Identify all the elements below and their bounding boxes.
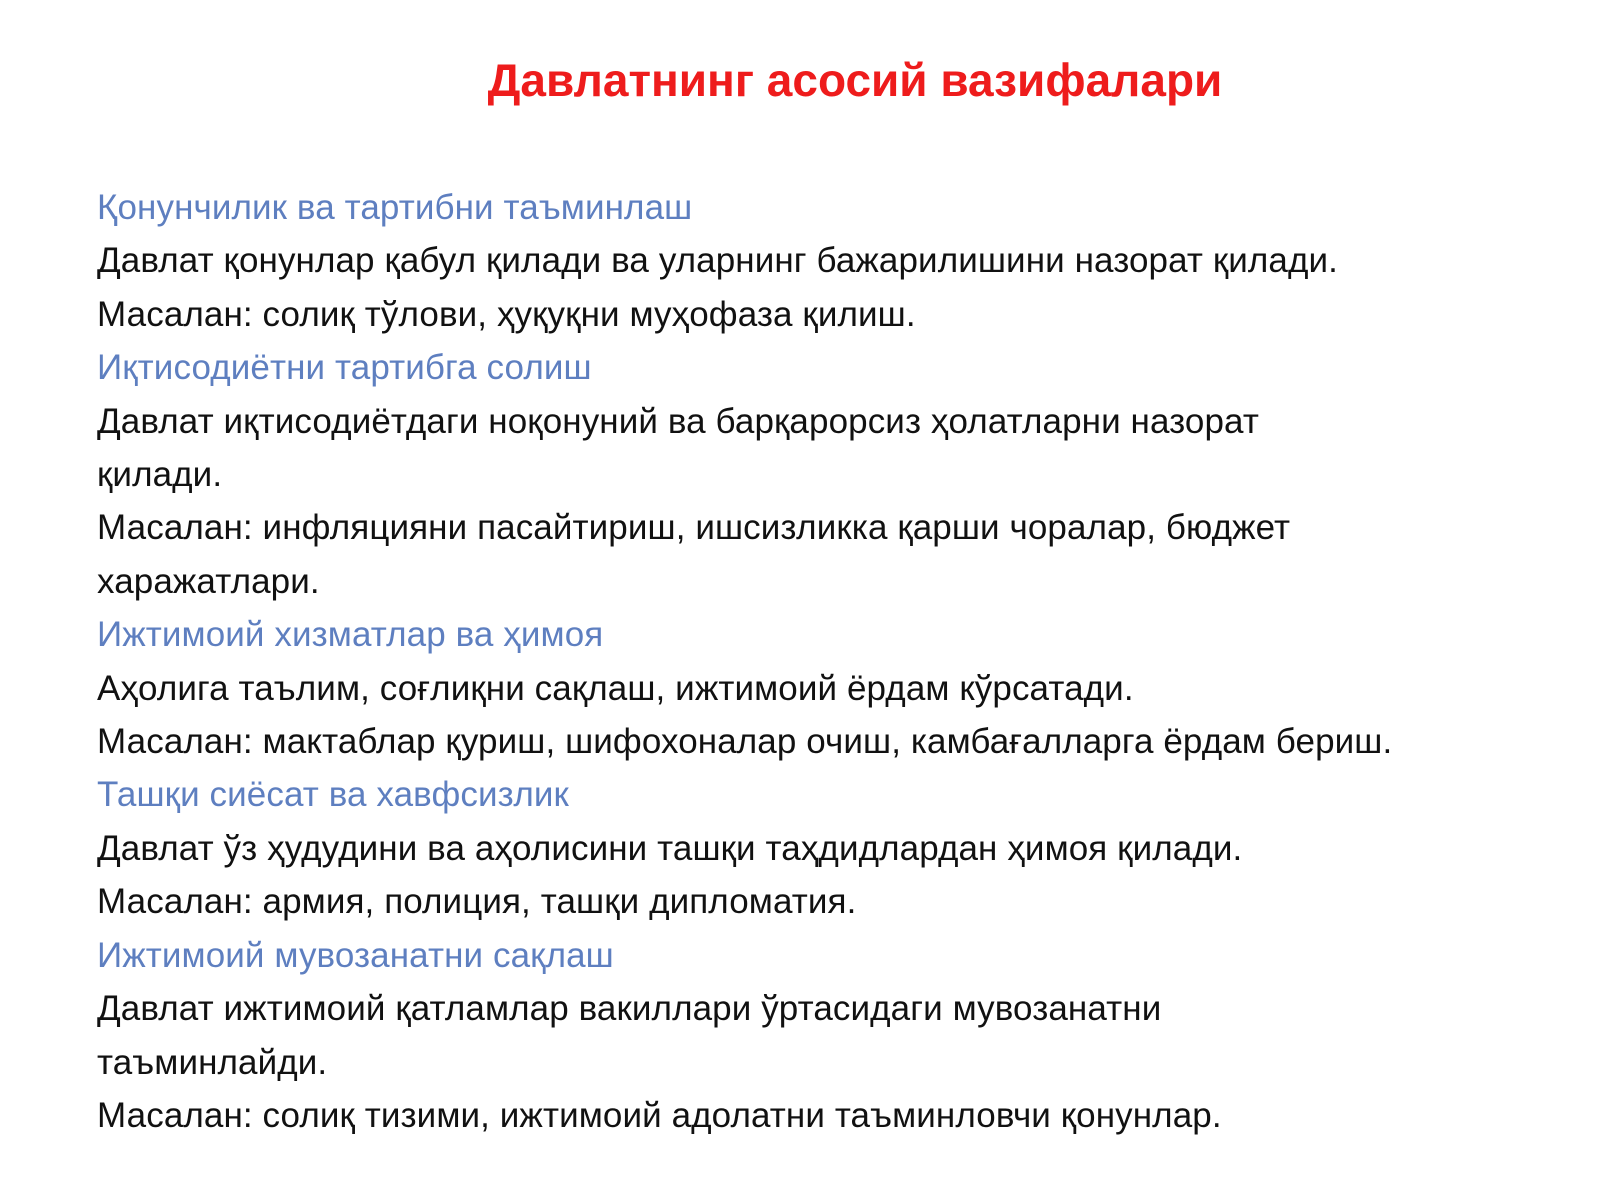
section-text: Аҳолига таълим, соғлиқни сақлаш, ижтимоий ёрдам кўрсатади.	[97, 668, 1134, 708]
section-example: Масалан: солиқ тўлови, ҳуқуқни муҳофаза қилиш.	[97, 294, 916, 334]
section-example: харажатлари.	[97, 561, 320, 601]
section-text: Давлат ўз ҳудудини ва аҳолисини ташқи таҳдидлардан ҳимоя қилади.	[97, 828, 1243, 868]
section-heading: Ижтимоий хизматлар ва ҳимоя	[97, 615, 604, 655]
section-example: Масалан: инфляцияни пасайтириш, ишсизликка қарши чоралар, бюджет	[97, 508, 1291, 548]
section-heading: Қонунчилик ва тартибни таъминлаш	[97, 188, 693, 227]
section-example: Масалан: армия, полиция, ташқи дипломатия.	[97, 882, 857, 922]
section-text: Давлат иқтисодиётдаги ноқонуний ва барқарорсиз ҳолатларни назорат	[97, 401, 1259, 441]
section-text: Давлат қонунлар қабул қилади ва уларнинг бажарилишини назорат қилади.	[97, 241, 1338, 281]
section-example: Масалан: мактаблар қуриш, шифохоналар очиш, камбағалларга ёрдам бериш.	[97, 722, 1393, 762]
section-heading: Ташқи сиёсат ва хавфсизлик	[97, 775, 569, 815]
slide-title: Давлатнинг асосий вазифалари	[487, 54, 1223, 106]
section-example: Масалан: солиқ тизими, ижтимоий адолатни таъминловчи қонунлар.	[97, 1095, 1222, 1135]
section-text: таъминлайди.	[97, 1042, 328, 1082]
section-heading: Ижтимоий мувозанатни сақлаш	[97, 935, 614, 975]
section-text: қилади.	[97, 455, 223, 495]
slide-content	[97, 181, 1592, 1142]
section-heading: Иқтисодиётни тартибга солиш	[97, 348, 592, 388]
section-text: Давлат ижтимоий қатламлар вакиллари ўртасидаги мувозанатни	[97, 989, 1162, 1029]
